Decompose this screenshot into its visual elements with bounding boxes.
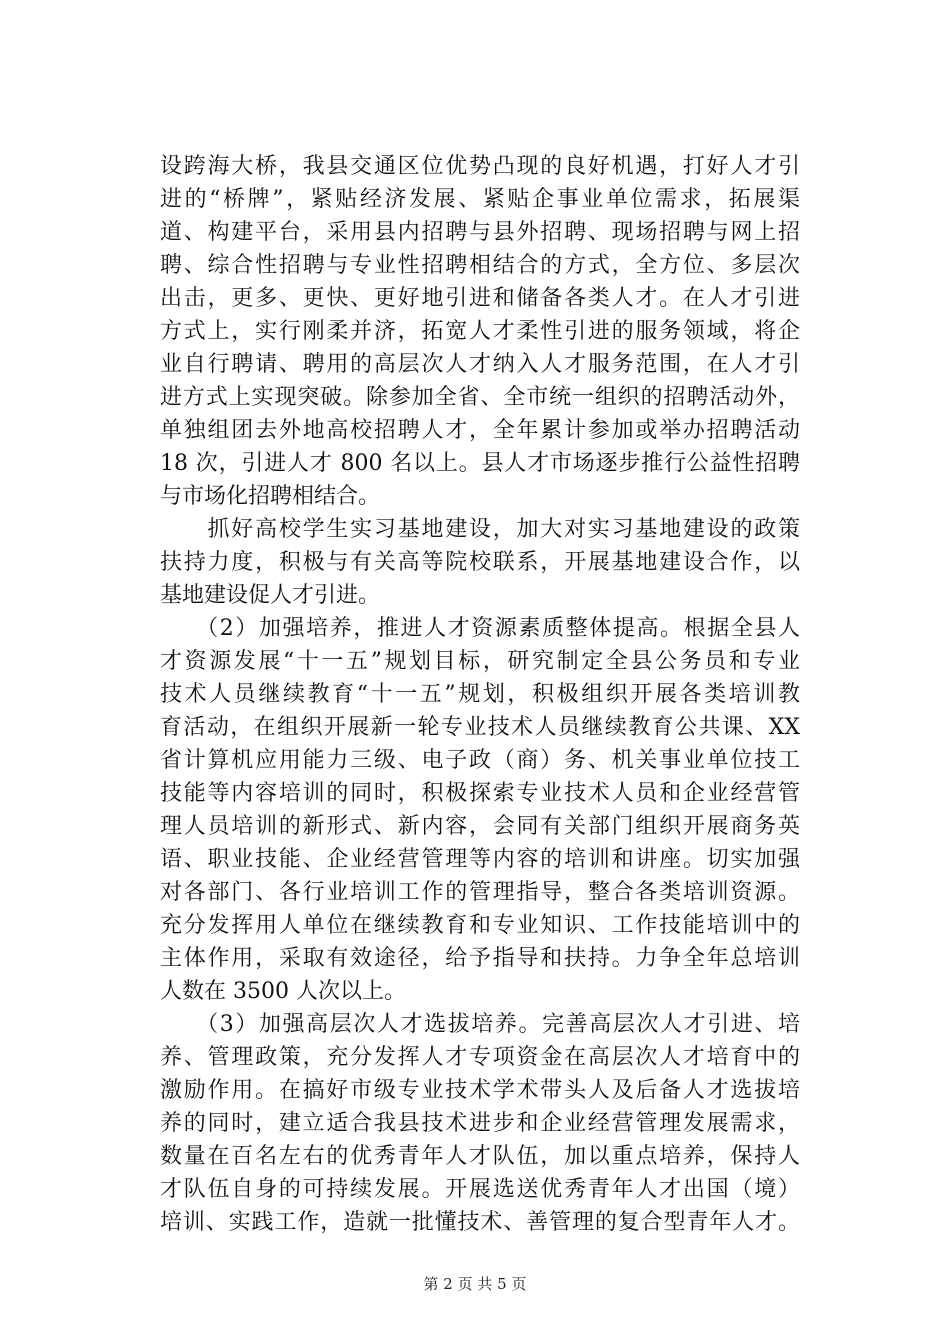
text-line-28: 养、管理政策，充分发挥人才专项资金在高层次人才培育中的 bbox=[160, 1045, 800, 1070]
text-line-24: 充分发挥用人单位在继续教育和专业知识、工作技能培训中的 bbox=[160, 913, 800, 938]
text-line-23: 对各部门、各行业培训工作的管理指导，整合各类培训资源。 bbox=[160, 880, 800, 905]
text-line-30: 养的同时，建立适合我县技术进步和企业经营管理发展需求， bbox=[160, 1111, 800, 1136]
page-number-footer: 第 2 页 共 5 页 bbox=[423, 1275, 527, 1293]
text-line-31: 数量在百名左右的优秀青年人才队伍，加以重点培养，保持人 bbox=[160, 1144, 800, 1169]
document-body bbox=[160, 150, 800, 1239]
text-line-19: 省计算机应用能力三级、电子政（商）务、机关事业单位技工 bbox=[160, 748, 800, 773]
text-line-4: 聘、综合性招聘与专业性招聘相结合的方式，全方位、多层次 bbox=[160, 253, 800, 278]
text-line-14: 基地建设促人才引进。 bbox=[160, 583, 381, 608]
text-line-27: （3）加强高层次人才选拔培养。完善高层次人才引进、培 bbox=[160, 1012, 800, 1037]
text-line-26: 人数在 3500 人次以上。 bbox=[160, 979, 406, 1004]
text-line-13: 扶持力度，积极与有关高等院校联系，开展基地建设合作，以 bbox=[160, 550, 800, 575]
text-line-2: 进的“桥牌”，紧贴经济发展、紧贴企事业单位需求，拓展渠 bbox=[160, 187, 800, 212]
text-line-22: 语、职业技能、企业经营管理等内容的培训和讲座。切实加强 bbox=[160, 847, 800, 872]
text-line-3: 道、构建平台，采用县内招聘与县外招聘、现场招聘与网上招 bbox=[160, 220, 800, 245]
text-line-33: 培训、实践工作，造就一批懂技术、善管理的复合型青年人才。 bbox=[160, 1210, 800, 1235]
text-line-17: 技术人员继续教育“十一五”规划，积极组织开展各类培训教 bbox=[160, 682, 800, 707]
text-line-16: 才资源发展“十一五”规划目标，研究制定全县公务员和专业 bbox=[160, 649, 800, 674]
text-line-25: 主体作用，采取有效途径，给予指导和扶持。力争全年总培训 bbox=[160, 946, 800, 971]
text-line-7: 业自行聘请、聘用的高层次人才纳入人才服务范围，在人才引 bbox=[160, 352, 800, 377]
text-line-10: 18 次，引进人才 800 名以上。县人才市场逐步推行公益性招聘 bbox=[160, 451, 800, 476]
text-line-8: 进方式上实现突破。除参加全省、全市统一组织的招聘活动外， bbox=[160, 385, 800, 410]
text-line-5: 出击，更多、更快、更好地引进和储备各类人才。在人才引进 bbox=[160, 286, 800, 311]
text-line-20: 技能等内容培训的同时，积极探索专业技术人员和企业经营管 bbox=[160, 781, 800, 806]
text-line-29: 激励作用。在搞好市级专业技术学术带头人及后备人才选拔培 bbox=[160, 1078, 800, 1103]
text-line-11: 与市场化招聘相结合。 bbox=[160, 484, 381, 509]
text-line-12: 抓好高校学生实习基地建设，加大对实习基地建设的政策 bbox=[160, 517, 800, 542]
text-line-9: 单独组团去外地高校招聘人才，全年累计参加或举办招聘活动 bbox=[160, 418, 800, 443]
text-line-21: 理人员培训的新形式、新内容，会同有关部门组织开展商务英 bbox=[160, 814, 800, 839]
text-line-15: （2）加强培养，推进人才资源素质整体提高。根据全县人 bbox=[160, 616, 800, 641]
text-line-32: 才队伍自身的可持续发展。开展选送优秀青年人才出国（境） bbox=[160, 1177, 800, 1202]
text-line-18: 育活动，在组织开展新一轮专业技术人员继续教育公共课、XX bbox=[160, 715, 800, 740]
text-line-6: 方式上，实行刚柔并济，拓宽人才柔性引进的服务领域，将企 bbox=[160, 319, 800, 344]
text-line-1: 设跨海大桥，我县交通区位优势凸现的良好机遇，打好人才引 bbox=[160, 154, 800, 179]
